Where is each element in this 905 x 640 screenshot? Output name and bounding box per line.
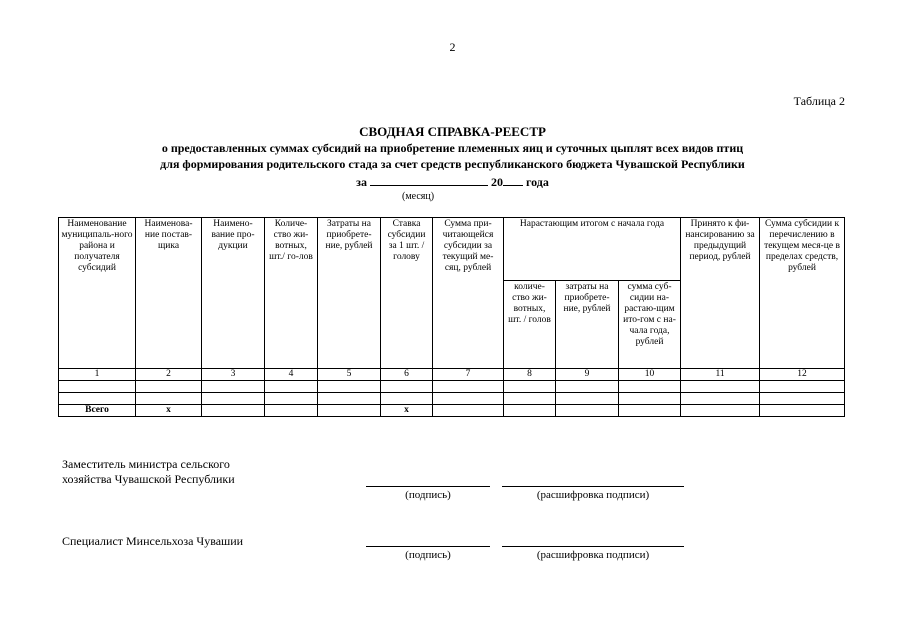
total-row	[59, 405, 845, 417]
table-cell[interactable]	[619, 405, 681, 417]
header-cell: Наименование муниципаль-ного района и получателя субсидий	[59, 218, 136, 369]
table-cell[interactable]	[504, 393, 556, 405]
header-cell: Затраты на приобрете-ние, рублей	[318, 218, 381, 369]
date-line	[0, 174, 905, 190]
column-number: 9	[556, 369, 619, 381]
decoding-caption: (расшифровка подписи)	[536, 489, 650, 501]
table-cell[interactable]	[681, 381, 760, 393]
column-number: 1	[59, 369, 136, 381]
signature-decoding-line[interactable]	[502, 486, 684, 487]
column-number: 3	[202, 369, 265, 381]
table-cell[interactable]	[318, 405, 381, 417]
table-cell[interactable]	[556, 381, 619, 393]
table-label: Таблица 2	[793, 94, 845, 108]
table-cell[interactable]	[136, 381, 202, 393]
date-prefix: за	[356, 175, 367, 189]
table-cell[interactable]	[202, 405, 265, 417]
table-cell[interactable]	[433, 405, 504, 417]
deputy-line1: Заместитель министра сельского	[62, 457, 230, 471]
table-header-row	[59, 218, 845, 281]
table-cell[interactable]	[504, 405, 556, 417]
month-blank	[370, 174, 488, 186]
specialist-label: Специалист Минсельхоза Чувашии	[62, 534, 244, 548]
table-cell[interactable]	[619, 381, 681, 393]
header-cell: Ставка субсидии за 1 шт. / голову	[381, 218, 433, 369]
month-caption: (месяц)	[402, 191, 435, 202]
column-number: 6	[381, 369, 433, 381]
year-suffix: года	[525, 175, 549, 189]
signature-caption: (подпись)	[405, 489, 451, 501]
total-col6-mark: х	[381, 405, 433, 417]
document-subtitle-line2: для формирования родительского стада за счет средств республиканского бюджета Чувашской Республики	[160, 157, 745, 171]
column-number-row	[59, 369, 845, 381]
header-cell-cumulative: Нарастающим итогом с начала года	[504, 218, 681, 281]
table-cell[interactable]	[681, 393, 760, 405]
header-cell: Сумма при-читающейся субсидии за текущий ме-сяц, рублей	[433, 218, 504, 369]
header-cell: Наимено-вание про-дукции	[202, 218, 265, 369]
total-col2-mark: х	[136, 405, 202, 417]
column-number: 7	[433, 369, 504, 381]
total-label: Всего	[59, 405, 136, 417]
table-cell[interactable]	[619, 393, 681, 405]
table-cell[interactable]	[433, 393, 504, 405]
table-row	[59, 393, 845, 405]
table-cell[interactable]	[381, 381, 433, 393]
table-row	[59, 381, 845, 393]
table-cell[interactable]	[433, 381, 504, 393]
table-cell[interactable]	[202, 381, 265, 393]
column-number: 4	[265, 369, 318, 381]
column-number: 5	[318, 369, 381, 381]
table-cell[interactable]	[59, 393, 136, 405]
table-cell[interactable]	[504, 381, 556, 393]
page-number: 2	[449, 40, 456, 54]
deputy-minister-label	[62, 457, 235, 487]
table-cell[interactable]	[318, 381, 381, 393]
signature-line[interactable]	[366, 486, 490, 487]
deputy-line2: хозяйства Чувашской Республики	[62, 472, 235, 486]
table-cell[interactable]	[59, 381, 136, 393]
table-cell[interactable]	[265, 405, 318, 417]
table-cell[interactable]	[556, 393, 619, 405]
table-cell[interactable]	[265, 393, 318, 405]
column-number: 11	[681, 369, 760, 381]
table-cell[interactable]	[265, 381, 318, 393]
signature-decoding-line[interactable]	[502, 546, 684, 547]
year-prefix: 20	[490, 175, 503, 189]
column-number: 2	[136, 369, 202, 381]
year-blank	[503, 174, 523, 186]
subheader-cell: количе-ство жи-вотных, шт. / голов	[504, 281, 556, 369]
subheader-cell: затраты на приобрете-ние, рублей	[556, 281, 619, 369]
document-title: СВОДНАЯ СПРАВКА-РЕЕСТР	[359, 124, 546, 139]
table-cell[interactable]	[760, 381, 845, 393]
decoding-caption: (расшифровка подписи)	[536, 549, 650, 561]
table-cell[interactable]	[202, 393, 265, 405]
subheader-cell: сумма суб-сидии на-растаю-щим ито-гом с на-чала года, рублей	[619, 281, 681, 369]
table-cell[interactable]	[318, 393, 381, 405]
header-cell: Сумма субсидии к перечислению в текущем меся-це в пределах средств, рублей	[760, 218, 845, 369]
document-subtitle-line1: о предоставленных суммах субсидий на приобретение племенных яиц и суточных цыплят всех видов птиц	[161, 141, 744, 155]
table-cell[interactable]	[681, 405, 760, 417]
table-cell[interactable]	[136, 393, 202, 405]
table-cell[interactable]	[381, 393, 433, 405]
signature-caption: (подпись)	[405, 549, 451, 561]
registry-table	[58, 217, 845, 417]
column-number: 12	[760, 369, 845, 381]
header-cell: Наименова-ние постав-щика	[136, 218, 202, 369]
header-cell: Принято к фи-нансированию за предыдущий период, рублей	[681, 218, 760, 369]
table-cell[interactable]	[556, 405, 619, 417]
table-cell[interactable]	[760, 405, 845, 417]
column-number: 8	[504, 369, 556, 381]
signature-line[interactable]	[366, 546, 490, 547]
header-cell: Количе-ство жи-вотных, шт./ го-лов	[265, 218, 318, 369]
table-cell[interactable]	[760, 393, 845, 405]
column-number: 10	[619, 369, 681, 381]
